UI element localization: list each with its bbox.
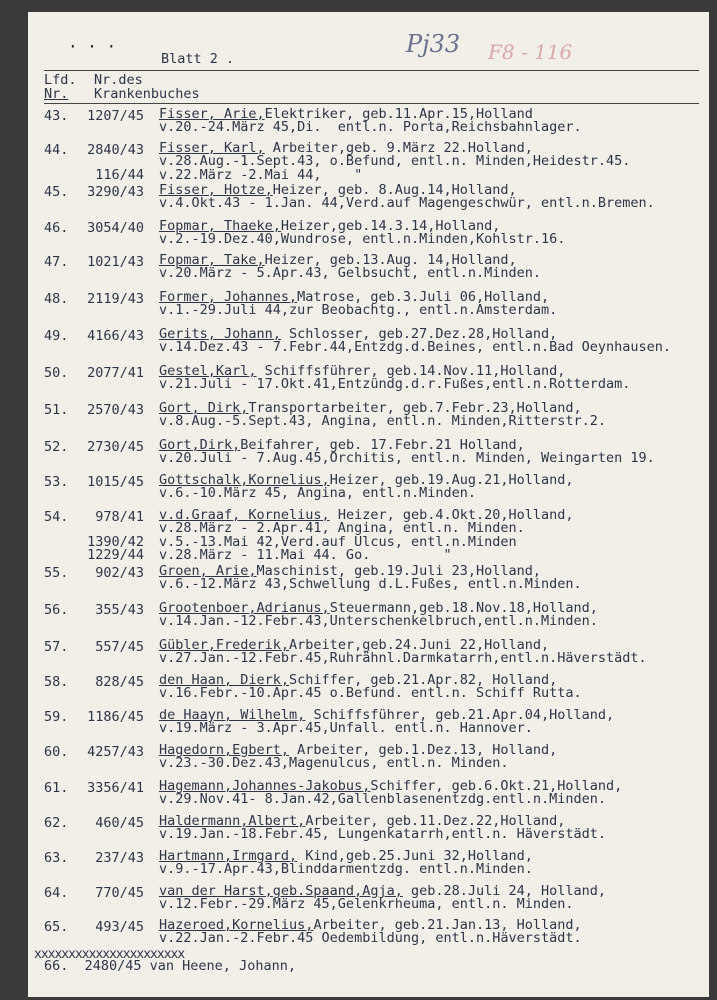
entry-name: v.d.Graaf, Kornelius, [159,507,330,523]
entry-name: van der Harst,geb.Spaand,Agja, [159,883,403,899]
entry-line-2: v.27.Jan.-12.Febr.45,Ruhrähnl.Darmkatarrh,entl.n.Häverstädt. [159,650,647,666]
entry-details: Transportarbeiter, geb.7.Febr.23,Holland, [248,400,582,416]
entry-kb-number-2: 116/44 [95,167,144,183]
entry-line-2: v.20.März - 5.Apr.43, Gelbsucht, entl.n.Minden. [159,265,542,281]
entry-details: Heizer, geb. 8.Aug.14,Holland, [272,182,517,198]
entry-details: Beifahrer, geb. 17.Febr.21 Holland, [240,437,525,453]
entry-details: Arbeiter,geb.24.Juni 22,Holland, [289,637,550,653]
entry-line-2: v.12.Febr.-29.März 45,Gelenkrheuma, entl.n. Minden. [159,896,574,912]
entry-line-2: v.2.-19.Dez.40,Wundrose, entl.n.Minden,Kohlstr.16. [159,231,566,247]
entry-details: Kind,geb.25.Juni 32,Holland, [297,848,533,864]
entry-number: 58. [44,674,69,690]
entry-line-2: v.19.März - 3.Apr.45,Unfall. entl.n. Hannover. [159,720,533,736]
entry-name: Grootenboer,Adrianus, [159,600,330,616]
entry-line-2: v.1.-29.Juli 44,zur Beobachtg., entl.n.Amsterdam. [159,302,558,318]
entry-name: Gübler,Frederik, [159,637,290,653]
entry-number: 44. [44,142,69,158]
entry-details: Arbeiter, geb.11.Dez.22,Holland, [305,813,566,829]
col-nr-label: Nr. [44,86,69,102]
entry-number: 56. [44,602,69,618]
entry-line-2: v.21.Juli - 17.Okt.41,Entzündg.d.r.Fußes,entl.n.Rotterdam. [159,376,631,392]
entry-number: 60. [44,744,69,760]
entry-kb-number: 3356/41 [87,780,144,796]
entry-details: Schiffer, geb.6.Okt.21,Holland, [370,778,623,794]
entry-kb-number: 237/43 [95,850,144,866]
entry-number: 63. [44,850,69,866]
entry-details: Schiffsführer, geb.21.Apr.04,Holland, [305,707,615,723]
entry-kb-number: 355/43 [95,602,144,618]
entry-kb-number: 770/45 [95,885,144,901]
entry-number: 51. [44,402,69,418]
entry-kb-number: 493/45 [95,919,144,935]
entry-kb-number: 2840/43 [87,142,144,158]
entry-details: Arbeiter, geb.21.Jan.13, Holland, [313,917,582,933]
entry-kb-number: 902/43 [95,565,144,581]
entry-name: Fisser, Hotze, [159,182,273,198]
entry-number: 65. [44,919,69,935]
entry-kb-number: 978/41 [95,509,144,525]
entry-kb-number-2: 1390/42 [87,534,144,550]
document-page [28,12,709,997]
entry-number: 46. [44,220,69,236]
entry-details: Matrose, geb.3.Juli 06,Holland, [297,289,550,305]
entry-kb-number: 460/45 [95,815,144,831]
entry-line-2: v.20.-24.März 45,Di. entl.n. Porta,Reichsbahnlager. [159,119,582,135]
entry-kb-number: 1207/45 [87,108,144,124]
entry-name: Gort, Dirk, [159,400,249,416]
entry-name: de Haayn, Wilhelm, [159,707,306,723]
entry-name: Fopmar, Take, [159,252,265,268]
entry-name: Fisser, Karl, [159,140,265,156]
entry-line-2: v.9.-17.Apr.43,Blinddarmentzdg. entl.n.Minden. [159,861,533,877]
entry-line-2: v.19.Jan.-18.Febr.45, Lungenkatarrh,entl.n. Häverstädt. [159,826,607,842]
entry-details: Arbeiter, geb.1.Dez.13, Holland, [289,742,558,758]
entry-kb-number: 828/45 [95,674,144,690]
entry-line-2: v.16.Febr.-10.Apr.45 o.Befund. entl.n. Schiff Rutta. [159,685,582,701]
entry-line-2: v.4.Okt.43 - 1.Jan. 44,Verd.auf Magengeschwür, entl.n.Bremen. [159,195,655,211]
entry-name: Gort,Dirk, [159,437,241,453]
entry-name: Hagedorn,Egbert, [159,742,290,758]
entry-kb-number: 4166/43 [87,328,144,344]
entry-number: 61. [44,780,69,796]
header-rule-bottom [44,103,699,104]
entry-name: Hazeroed,Kornelius, [159,917,314,933]
entry-number: 47. [44,254,69,270]
entry-kb-number: 3290/43 [87,184,144,200]
last-entry-line: 66. 2480/45 van Heene, Johann, [44,958,296,974]
entry-kb-number: 3054/40 [87,220,144,236]
header-rule-top [44,70,699,71]
entry-line-2: v.6.-12.März 43,Schwellung d.L.Fußes, entl.n.Minden. [159,576,582,592]
entry-kb-number: 2730/45 [87,439,144,455]
entry-details: Steuermann,geb.18.Nov.18,Holland, [329,600,598,616]
entry-line-3: v.22.März -2.Mai 44, " [159,167,363,183]
entry-number: 53. [44,474,69,490]
entry-number: 50. [44,365,69,381]
entry-name: Fisser, Arie, [159,106,265,122]
entry-name: Haldermann,Albert, [159,813,306,829]
entry-details: Heizer, geb.13.Aug. 14,Holland, [264,252,517,268]
entry-line-2: v.22.Jan.-2.Febr.45 Oedembildung, entl.n.Häverstädt. [159,930,582,946]
entry-kb-number: 4257/43 [87,744,144,760]
col-kb-label-2: Krankenbuches [94,86,200,102]
handwritten-code: Pj33 [406,30,461,58]
entry-name: Fopmar, Thaeke, [159,218,281,234]
entry-details: Schiffer, geb.21.Apr.82, Holland, [289,672,558,688]
entry-details: Maschinist, geb.19.Juli 23,Holland, [256,563,542,579]
entry-line-2: v.14.Jan.-12.Febr.43,Unterschenkelbruch,entl.n.Minden. [159,613,598,629]
punch-marks: · · · [68,37,117,56]
entry-details: Heizer, geb.19.Aug.21,Holland, [329,472,574,488]
entry-kb-number: 1021/43 [87,254,144,270]
entry-details: Arbeiter,geb. 9.März 22.Holland, [264,140,533,156]
entry-details: Schiffsführer, geb.14.Nov.11,Holland, [256,363,566,379]
entry-name: Gestel,Karl, [159,363,257,379]
entry-number: 64. [44,885,69,901]
entry-line-2: v.23.-30.Dez.43,Magenulcus, entl.n. Minden. [159,755,509,771]
sheet-number: Blatt 2 . [161,51,235,67]
entry-kb-number: 557/45 [95,639,144,655]
entry-number: 59. [44,709,69,725]
entry-line-2: v.28.März - 2.Apr.41, Angina, entl.n. Minden. [159,520,525,536]
col-kb-label-1: Nr.des [94,72,143,88]
entry-name: Former, Johannes, [159,289,298,305]
entry-number: 55. [44,565,69,581]
entry-kb-number: 2077/41 [87,365,144,381]
entry-number: 43. [44,108,69,124]
entry-line-3: v.5.-13.Mai 42,Verd.auf Ulcus, entl.n.Minden [159,534,517,550]
col-lfd-label: Lfd. [44,72,77,88]
entry-number: 45. [44,184,69,200]
entry-details: Schlosser, geb.27.Dez.28,Holland, [280,326,558,342]
entry-number: 48. [44,291,69,307]
entry-name: Hagemann,Johannes-Jakobus, [159,778,371,794]
entry-details: Heizer, geb.4.Okt.20,Holland, [329,507,574,523]
entry-line-2: v.20.Juli - 7.Aug.45,Orchitis, entl.n. Minden, Weingarten 19. [159,450,655,466]
entry-details: Heizer,geb.14.3.14,Holland, [280,218,501,234]
entry-kb-number: 1186/45 [87,709,144,725]
entry-line-2: v.14.Dez.43 - 7.Febr.44,Entzdg.d.Beines, entl.n.Bad Oeynhausen. [159,339,672,355]
entry-details: geb.28.Juli 24, Holland, [402,883,607,899]
entry-number: 54. [44,509,69,525]
entry-kb-number-3: 1229/44 [87,547,144,563]
entry-line-4: v.28.März - 11.Mai 44. Go. " [159,547,452,563]
entry-details: Elektriker, geb.11.Apr.15,Holland [264,106,533,122]
entry-number: 49. [44,328,69,344]
crossed-out-mark: xxxxxxxxxxxxxxxxxxxxxx [34,947,185,962]
entry-number: 57. [44,639,69,655]
entry-name: Gottschalk,Kornelius, [159,472,330,488]
red-stamp-code: F8 - 116 [488,40,573,64]
entry-line-2: v.6.-10.März 45, Angina, entl.n.Minden. [159,485,476,501]
entry-number: 62. [44,815,69,831]
entry-name: Hartmann,Irmgard, [159,848,298,864]
entry-name: Gerits, Johann, [159,326,281,342]
entry-line-2: v.8.Aug.-5.Sept.43, Angina, entl.n. Minden,Ritterstr.2. [159,413,607,429]
entry-kb-number: 2119/43 [87,291,144,307]
entry-line-2: v.28.Aug.-1.Sept.43, o.Befund, entl.n. Minden,Heidestr.45. [159,153,631,169]
entry-kb-number: 2570/43 [87,402,144,418]
entry-name: Groen, Arie, [159,563,257,579]
entry-kb-number: 1015/45 [87,474,144,490]
entry-number: 52. [44,439,69,455]
entry-name: den Haan, Dierk, [159,672,290,688]
entry-line-2: v.29.Nov.41- 8.Jan.42,Gallenblasenentzdg.entl.n.Minden. [159,791,607,807]
